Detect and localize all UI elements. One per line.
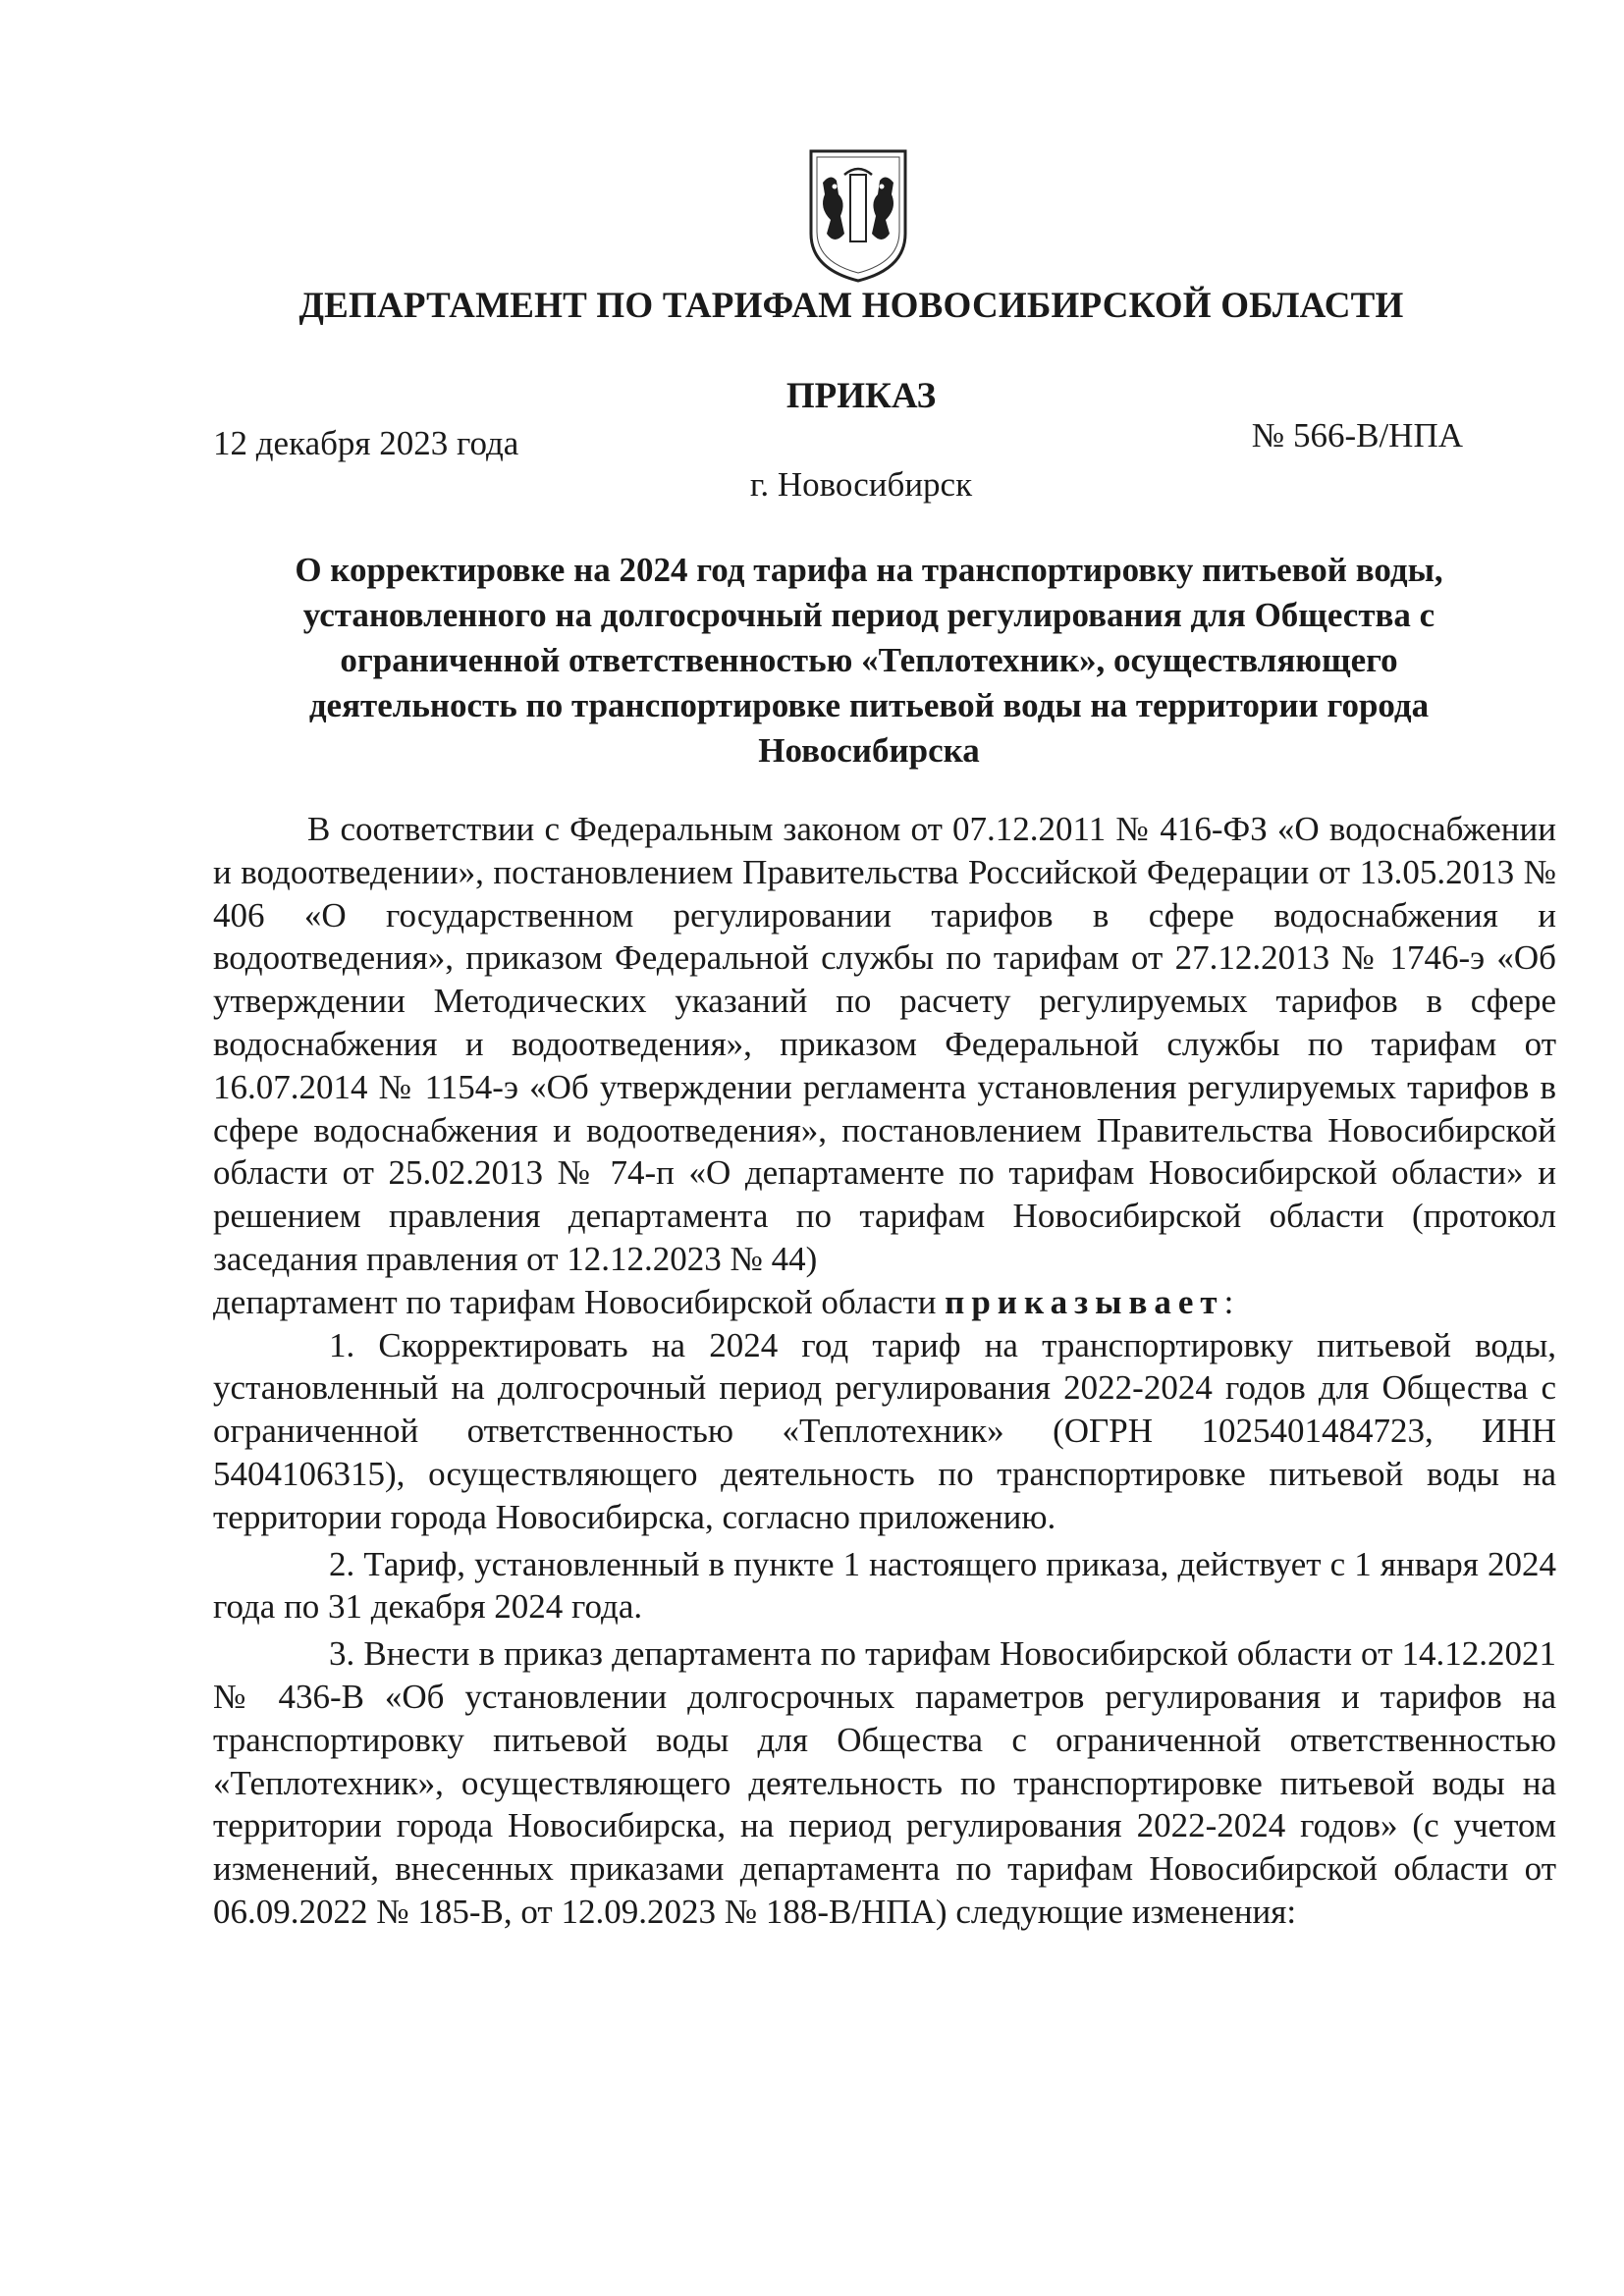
order-line: [213, 1281, 1556, 1324]
document-date: 12 декабря 2023 года: [213, 424, 519, 462]
item-1-paragraph: 1. Скорректировать на 2024 год тариф на транспортировку питьевой воды, установленный на долгосрочный период регулирования 2022-2024 годов для Общества с ограниченной ответственностью «Теплотехник» (ОГРН 1025401484723, ИНН 5404106315), осуществляющего деятельность по транспортировке питьевой воды на территории города Новосибирска, согласно приложению.: [213, 1325, 1556, 1536]
document-type: ПРИКАЗ: [785, 376, 937, 416]
preamble-paragraph: В соответствии с Федеральным законом от 07.12.2011 № 416-ФЗ «О водоснабжении и водоотведении», постановлением Правительства Российской Федерации от 13.05.2013 № 406 «О государственном регулировании тарифов в сфере водоснабжения и водоотведения», приказом Федеральной службы по тарифам от 27.12.2013 № 1746-э «Об утверждении Методических указаний по расчету регулируемых тарифов в сфере водоснабжения и водоотведения», приказом Федеральной службы по тарифам от 16.07.2014 № 1154-э «Об утверждении регламента установления регулируемых тарифов в сфере водоснабжения и водоотведения», постановлением Правительства Новосибирской области от 25.02.2013 № 74-п «О департаменте по тарифам Новосибирской области» и решением правления департамента по тарифам Новосибирской области (протокол заседания правления от 12.12.2023 № 44): [213, 810, 1556, 1278]
document-city: г. Новосибирск: [749, 465, 973, 504]
department-header: ДЕПАРТАМЕНТ ПО ТАРИФАМ НОВОСИБИРСКОЙ ОБЛАСТИ: [298, 286, 1404, 326]
document-number: № 566-В/НПА: [1251, 416, 1463, 454]
coat-of-arms-emblem: [805, 143, 911, 285]
order-colon: :: [1223, 1282, 1234, 1321]
document-body: [213, 808, 1556, 1934]
document-title: О корректировке на 2024 год тарифа на транспортировку питьевой воды, установленного на долгосрочный период регулирования для Общества с ограниченной ответственностью «Теплотехник», осуществляющего деятельность по транспортировке питьевой воды на территории города Новосибирска: [295, 551, 1443, 770]
order-word: приказывает: [945, 1282, 1224, 1321]
order-line-prefix: департамент по тарифам Новосибирской области: [213, 1282, 937, 1321]
item-2-paragraph: 2. Тариф, установленный в пункте 1 настоящего приказа, действует с 1 января 2024 года по 31 декабря 2024 года.: [213, 1544, 1556, 1627]
item-3-paragraph: 3. Внести в приказ департамента по тарифам Новосибирской области от 14.12.2021 № 436-В «Об установлении долгосрочных параметров регулирования и тарифов на транспортировку питьевой воды для Общества с ограниченной ответственностью «Теплотехник», осуществляющего деятельность по транспортировке питьевой воды на территории города Новосибирска, на период регулирования 2022-2024 годов» (с учетом изменений, внесенных приказами департамента по тарифам Новосибирской области от 06.09.2022 № 185-В, от 12.09.2023 № 188-В/НПА) следующие изменения:: [213, 1634, 1556, 1931]
